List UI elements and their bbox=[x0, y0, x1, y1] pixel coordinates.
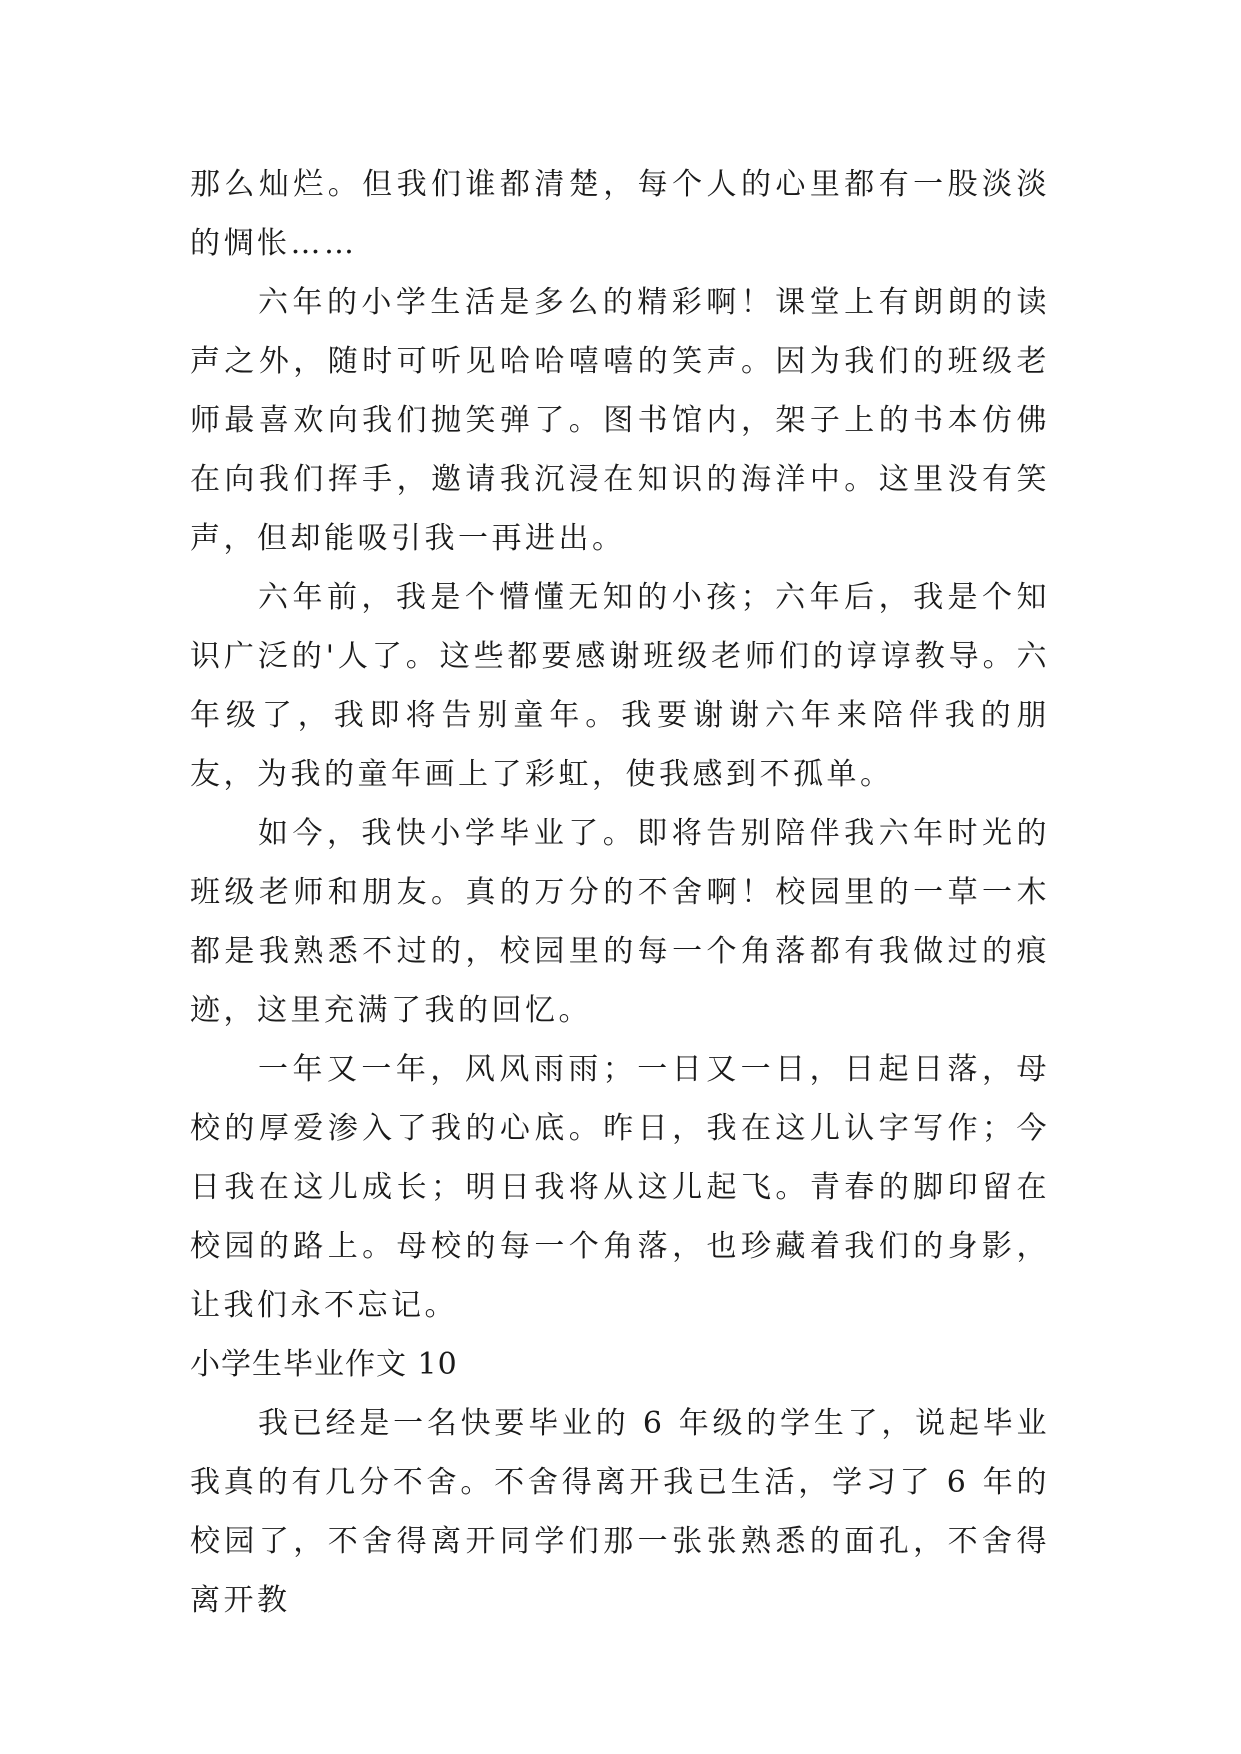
paragraph-essay-10-opening: 我已经是一名快要毕业的 6 年级的学生了，说起毕业我真的有几分不舍。不舍得离开我已生活，学习了 6 年的校园了，不舍得离开同学们那一张张熟悉的面孔，不舍得离开教 bbox=[190, 1406, 1050, 1618]
paragraph-continuation: 那么灿烂。但我们谁都清楚，每个人的心里都有一股淡淡的惆怅…… bbox=[190, 167, 1050, 261]
paragraph-alma-mater: 一年又一年，风风雨雨；一日又一日，日起日落，母校的厚爱渗入了我的心底。昨日，我在这儿认字写作；今日我在这儿成长；明日我将从这儿起飞。青春的脚印留在校园的路上。母校的每一个角落，也珍藏着我们的身影，让我们永不忘记。 bbox=[190, 1052, 1050, 1323]
paragraph-six-years: 六年前，我是个懵懂无知的小孩；六年后，我是个知识广泛的'人了。这些都要感谢班级老师们的谆谆教导。六年级了，我即将告别童年。我要谢谢六年来陪伴我的朋友，为我的童年画上了彩虹，使我感到不孤单。 bbox=[190, 580, 1050, 792]
paragraph-graduation: 如今，我快小学毕业了。即将告别陪伴我六年时光的班级老师和朋友。真的万分的不舍啊！校园里的一草一木都是我熟悉不过的，校园里的每一个角落都有我做过的痕迹，这里充满了我的回忆。 bbox=[190, 816, 1050, 1028]
paragraph-school-life: 六年的小学生活是多么的精彩啊！课堂上有朗朗的读声之外，随时可听见哈哈嘻嘻的笑声。因为我们的班级老师最喜欢向我们抛笑弹了。图书馆内，架子上的书本仿佛在向我们挥手，邀请我沉浸在知识的海洋中。这里没有笑声，但却能吸引我一再进出。 bbox=[190, 285, 1050, 556]
essay-heading: 小学生毕业作文 10 bbox=[190, 1347, 458, 1382]
document-body bbox=[190, 155, 1050, 1630]
